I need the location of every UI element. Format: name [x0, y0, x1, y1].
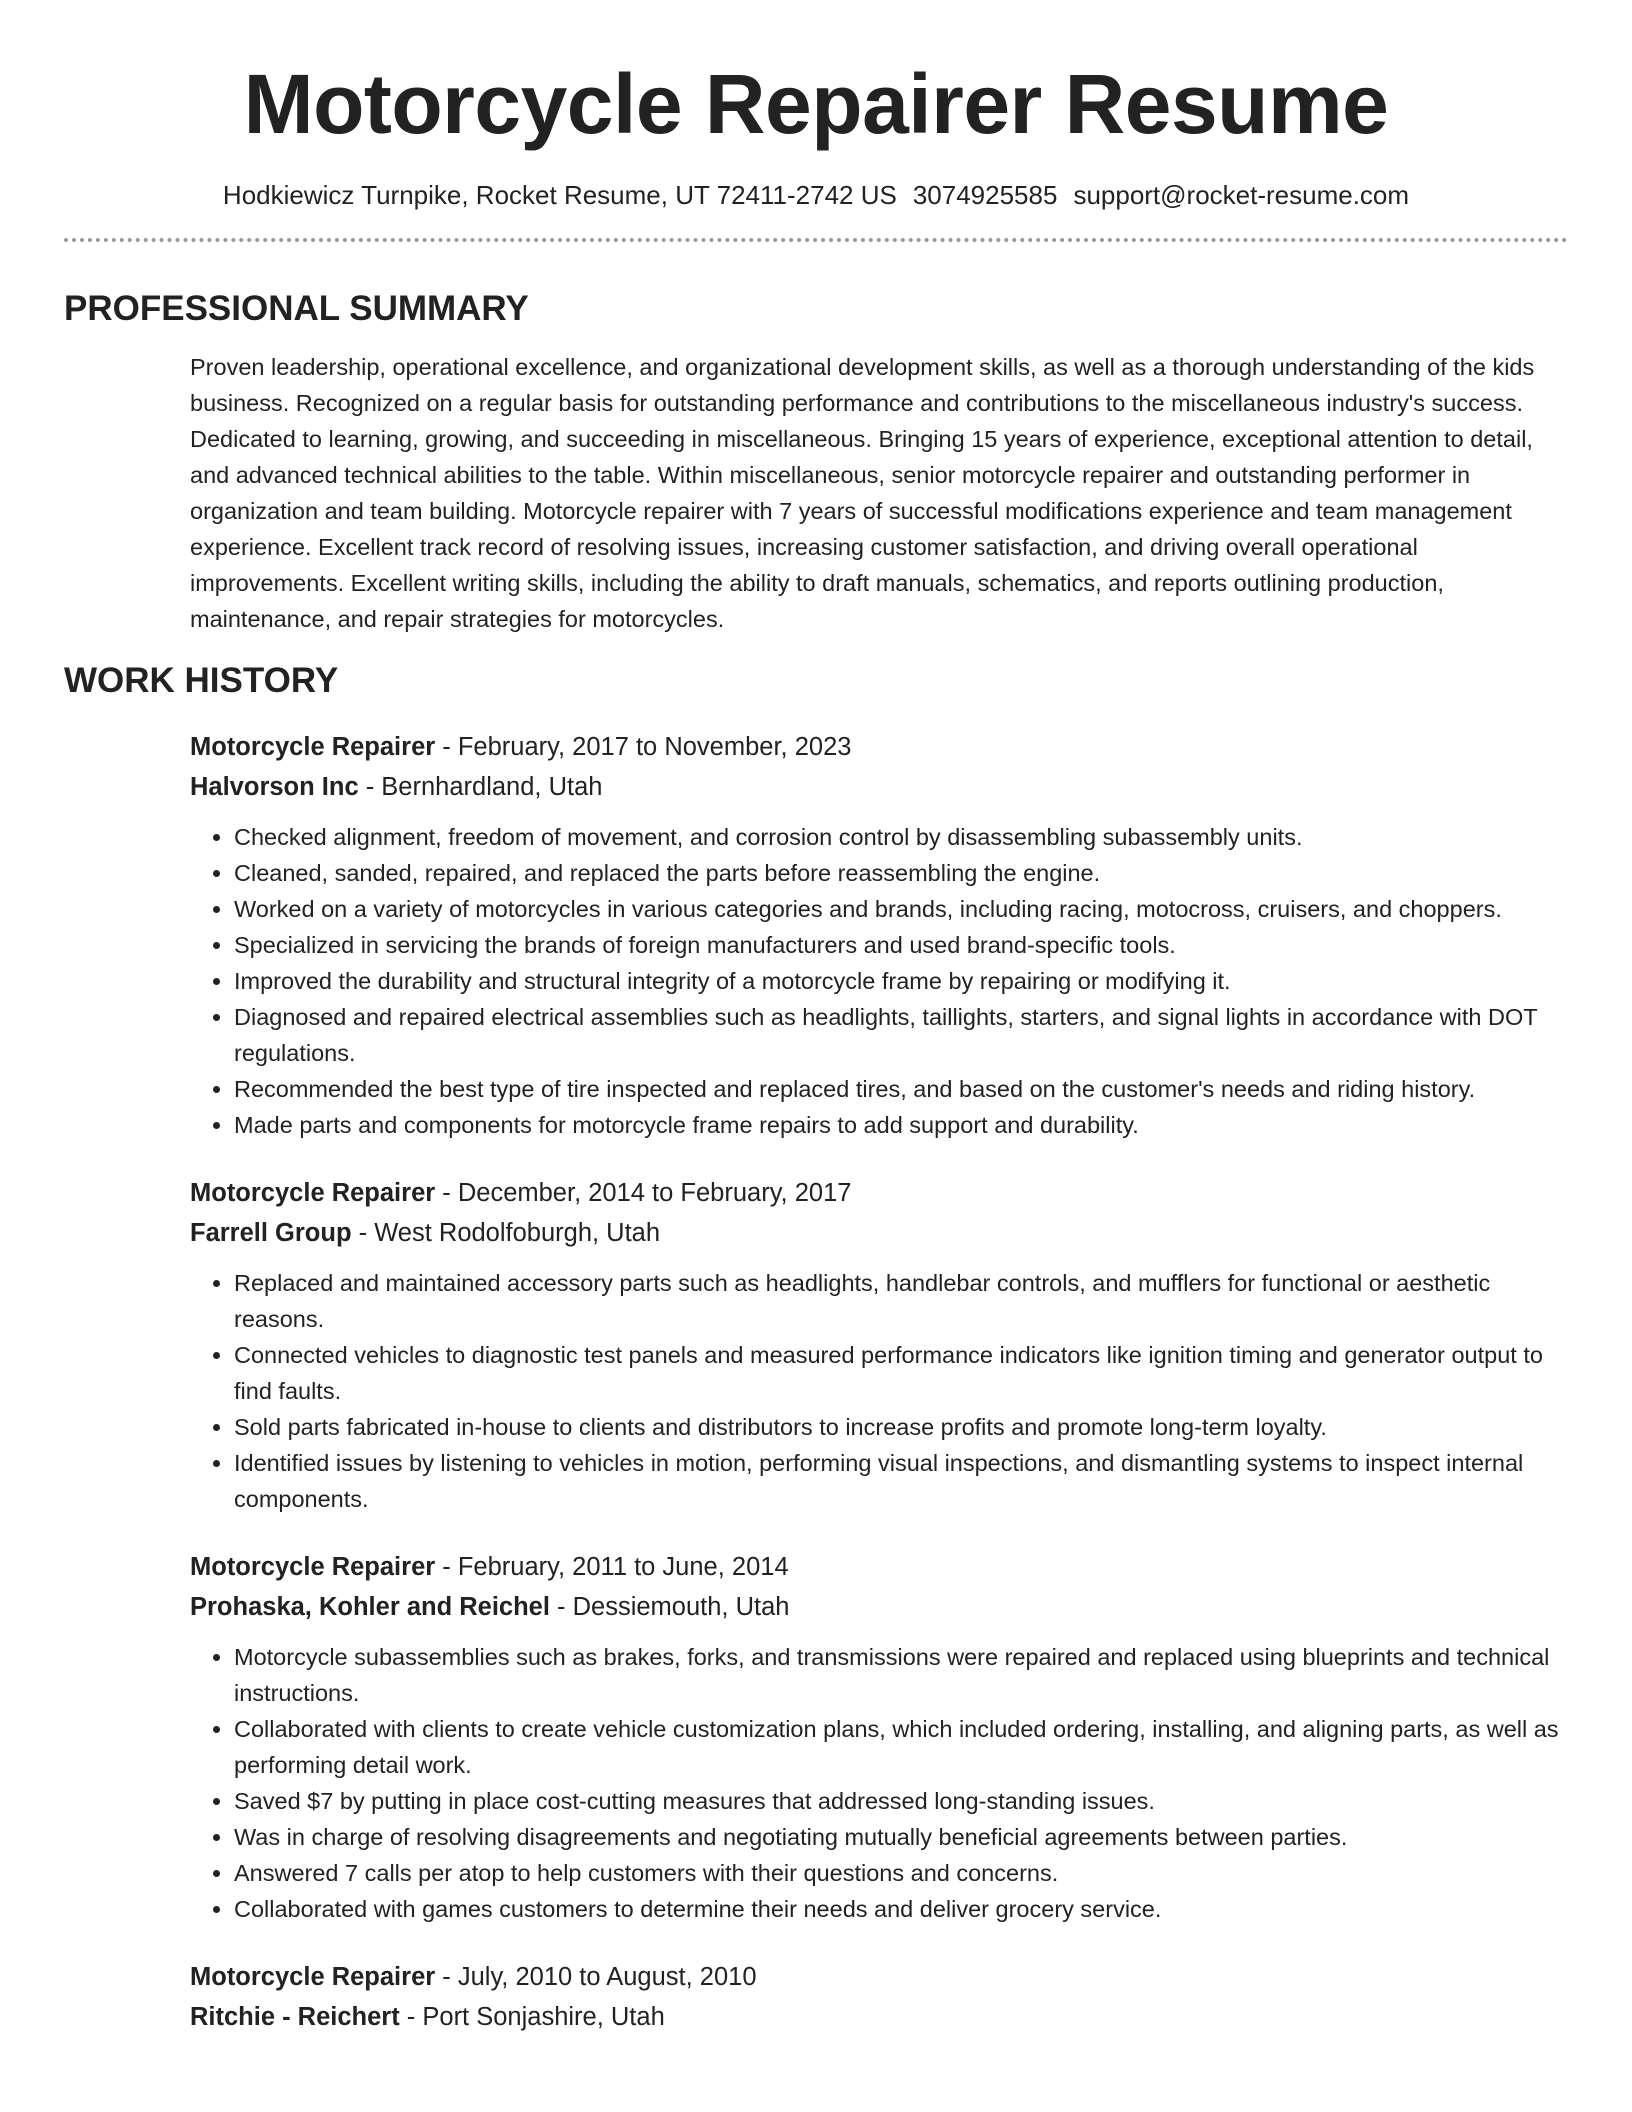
job-company-line — [190, 1213, 1568, 1253]
job-bullet: • Specialized in servicing the brands of foreign manufacturers and used brand-specific tools. — [234, 927, 1568, 963]
job-bullet: • Answered 7 calls per atop to help customers with their questions and concerns. — [234, 1855, 1568, 1891]
job-location: - Dessiemouth, Utah — [549, 1593, 790, 1621]
job-location: - West Rodolfoburgh, Utah — [351, 1219, 661, 1247]
job-dates: - July, 2010 to August, 2010 — [435, 1963, 757, 1991]
job-bullet: • Made parts and components for motorcycle frame repairs to add support and durability. — [234, 1107, 1568, 1143]
job-title-line — [190, 1957, 1568, 1997]
job-bullet: • Checked alignment, freedom of movement, and corrosion control by disassembling subassembly units. — [234, 819, 1568, 855]
job-bullets — [190, 1265, 1568, 1517]
job-bullets — [190, 819, 1568, 1143]
job-role: Motorcycle Repairer — [190, 1179, 436, 1207]
job-bullet: • Recommended the best type of tire inspected and replaced tires, and based on the customer's needs and riding history. — [234, 1071, 1568, 1107]
job-bullet: • Worked on a variety of motorcycles in various categories and brands, including racing, motocross, cruisers, and choppers. — [234, 891, 1568, 927]
work-history-heading: WORK HISTORY — [64, 661, 339, 700]
job-title-line — [190, 727, 1568, 767]
contact-address: Hodkiewicz Turnpike, Rocket Resume, UT 72411-2742 US — [222, 180, 897, 210]
job-company: Prohaska, Kohler and Reichel — [190, 1593, 550, 1621]
job-role: Motorcycle Repairer — [190, 733, 436, 761]
job-bullet: • Motorcycle subassemblies such as brakes, forks, and transmissions were repaired and replaced using blueprints and technical instructions. — [234, 1639, 1568, 1711]
job-dates: - February, 2011 to June, 2014 — [435, 1553, 789, 1581]
job-company: Ritchie - Reichert — [190, 2003, 400, 2031]
job-bullet: • Diagnosed and repaired electrical assemblies such as headlights, taillights, starters, and signal lights in accordance with DOT regulations. — [234, 999, 1568, 1071]
job-entry — [190, 1173, 1568, 1517]
job-dates: - February, 2017 to November, 2023 — [435, 733, 852, 761]
resume-title: Motorcycle Repairer Resume — [243, 57, 1389, 151]
job-entry — [190, 727, 1568, 1143]
contact-phone: 3074925585 — [912, 180, 1058, 210]
job-role: Motorcycle Repairer — [190, 1963, 436, 1991]
job-role: Motorcycle Repairer — [190, 1553, 436, 1581]
job-company-line — [190, 767, 1568, 807]
job-entry — [190, 1957, 1568, 2037]
job-bullet: • Was in charge of resolving disagreements and negotiating mutually beneficial agreements between parties. — [234, 1819, 1568, 1855]
job-company-line — [190, 1997, 1568, 2037]
job-bullet: • Collaborated with games customers to determine their needs and deliver grocery service. — [234, 1891, 1568, 1927]
header-divider — [64, 238, 1568, 242]
job-bullet: • Connected vehicles to diagnostic test panels and measured performance indicators like ignition timing and generator output to find faults. — [234, 1337, 1568, 1409]
job-bullet: • Collaborated with clients to create vehicle customization plans, which included ordering, installing, and aligning parts, as well as performing detail work. — [234, 1711, 1568, 1783]
job-bullet: • Saved $7 by putting in place cost-cutting measures that addressed long-standing issues. — [234, 1783, 1568, 1819]
job-bullets — [190, 1639, 1568, 1927]
contact-email: support@rocket-resume.com — [1073, 180, 1410, 210]
job-bullet: • Cleaned, sanded, repaired, and replaced the parts before reassembling the engine. — [234, 855, 1568, 891]
contact-line — [64, 178, 1568, 212]
job-company: Halvorson Inc — [190, 773, 359, 801]
job-location: - Bernhardland, Utah — [358, 773, 603, 801]
summary-text: Proven leadership, operational excellence, and organizational development skills, as well as a thorough understanding of the kids business. Recognized on a regular basis for outstanding performance and contributions to the miscellaneous industry's success. Dedicated to learning, growing, and succeeding in miscellaneous. Bringing 15 years of experience, exceptional attention to detail, and advanced technical abilities to the table. Within miscellaneous, senior motorcycle repairer and outstanding performer in organization and team building. Motorcycle repairer with 7 years of successful modifications experience and team management experience. Excellent track record of resolving issues, increasing customer satisfaction, and driving overall operational improvements. Excellent writing skills, including the ability to draft manuals, schematics, and reports outlining production, maintenance, and repair strategies for motorcycles. — [190, 354, 1535, 632]
job-title-line — [190, 1547, 1568, 1587]
summary-heading: PROFESSIONAL SUMMARY — [64, 289, 529, 328]
job-company-line — [190, 1587, 1568, 1627]
job-bullet: • Identified issues by listening to vehicles in motion, performing visual inspections, and dismantling systems to inspect internal components. — [234, 1445, 1568, 1517]
job-dates: - December, 2014 to February, 2017 — [435, 1179, 852, 1207]
job-bullet: • Replaced and maintained accessory parts such as headlights, handlebar controls, and mufflers for functional or aesthetic reasons. — [234, 1265, 1568, 1337]
job-company: Farrell Group — [190, 1219, 352, 1247]
job-bullet: • Sold parts fabricated in-house to clients and distributors to increase profits and promote long-term loyalty. — [234, 1409, 1568, 1445]
job-bullet: • Improved the durability and structural integrity of a motorcycle frame by repairing or modifying it. — [234, 963, 1568, 999]
job-location: - Port Sonjashire, Utah — [399, 2003, 665, 2031]
job-entry — [190, 1547, 1568, 1927]
job-title-line — [190, 1173, 1568, 1213]
